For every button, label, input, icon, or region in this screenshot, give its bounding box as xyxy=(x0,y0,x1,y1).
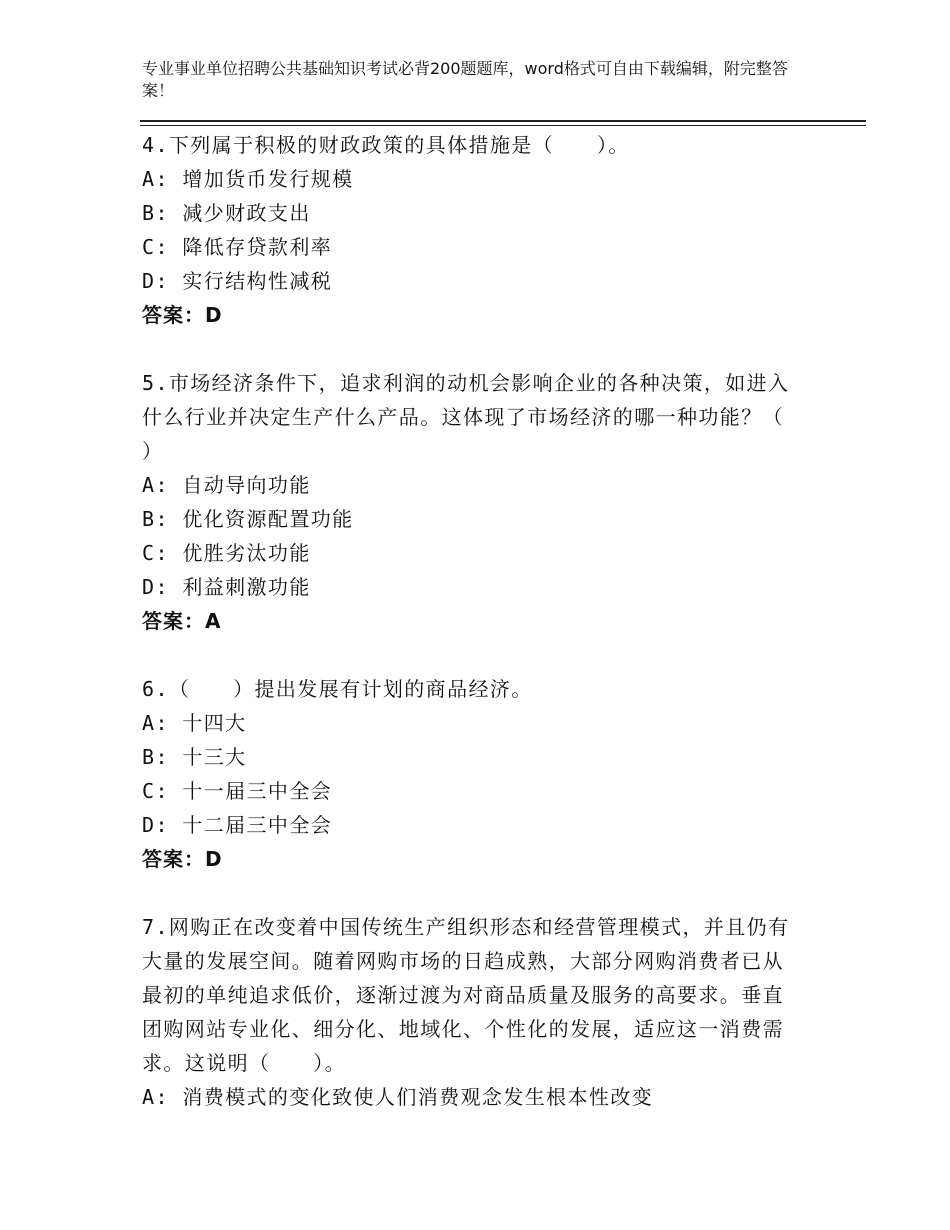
option-c: C: 十一届三中全会 xyxy=(142,779,333,803)
option-a: A: 增加货币发行规模 xyxy=(142,167,354,191)
option-c: C: 降低存贷款利率 xyxy=(142,235,333,259)
document-header: 专业事业单位招聘公共基础知识考试必背200题题库，word格式可自由下载编辑，附完整答案！ xyxy=(142,59,788,100)
option-b: B: 十三大 xyxy=(142,745,247,769)
option-d: D: 十二届三中全会 xyxy=(142,813,333,837)
question-text: 4.下列属于积极的财政政策的具体措施是（ ）。 xyxy=(142,133,630,157)
answer-label: 答案： xyxy=(142,609,205,633)
option-d: D: 实行结构性减税 xyxy=(142,269,333,293)
question-5 xyxy=(142,366,802,638)
option-b: B: 优化资源配置功能 xyxy=(142,507,354,531)
answer-line xyxy=(142,842,802,876)
header-divider xyxy=(140,120,866,122)
question-6 xyxy=(142,672,802,876)
answer-label: 答案： xyxy=(142,847,205,871)
question-text: 7.网购正在改变着中国传统生产组织形态和经营管理模式，并且仍有大量的发展空间。随着网购市场的日趋成熟，大部分网购消费者已从最初的单纯追求低价，逐渐过渡为对商品质量及服务的高要求。垂直团购网站专业化、细分化、地域化、个性化的发展，适应这一消费需求。这说明（ ）。 xyxy=(142,915,790,1075)
option-a: A: 消费模式的变化致使人们消费观念发生根本性改变 xyxy=(142,1085,654,1109)
question-text: 6.（ ）提出发展有计划的商品经济。 xyxy=(142,677,533,701)
option-d: D: 利益刺激功能 xyxy=(142,575,311,599)
question-4 xyxy=(142,128,802,332)
option-c: C: 优胜劣汰功能 xyxy=(142,541,311,565)
answer-label: 答案： xyxy=(142,303,205,327)
answer-line xyxy=(142,298,802,332)
option-b: B: 减少财政支出 xyxy=(142,201,311,225)
question-7 xyxy=(142,910,802,1114)
header-divider-thin xyxy=(140,125,866,126)
option-a: A: 自动导向功能 xyxy=(142,473,311,497)
question-list xyxy=(142,128,802,1114)
option-a: A: 十四大 xyxy=(142,711,247,735)
answer-line xyxy=(142,604,802,638)
answer-value: A xyxy=(205,609,222,633)
answer-value: D xyxy=(205,847,223,871)
question-text: 5.市场经济条件下，追求利润的动机会影响企业的各种决策，如进入什么行业并决定生产什么产品。这体现了市场经济的哪一种功能？（ ） xyxy=(142,371,790,463)
answer-value: D xyxy=(205,303,223,327)
